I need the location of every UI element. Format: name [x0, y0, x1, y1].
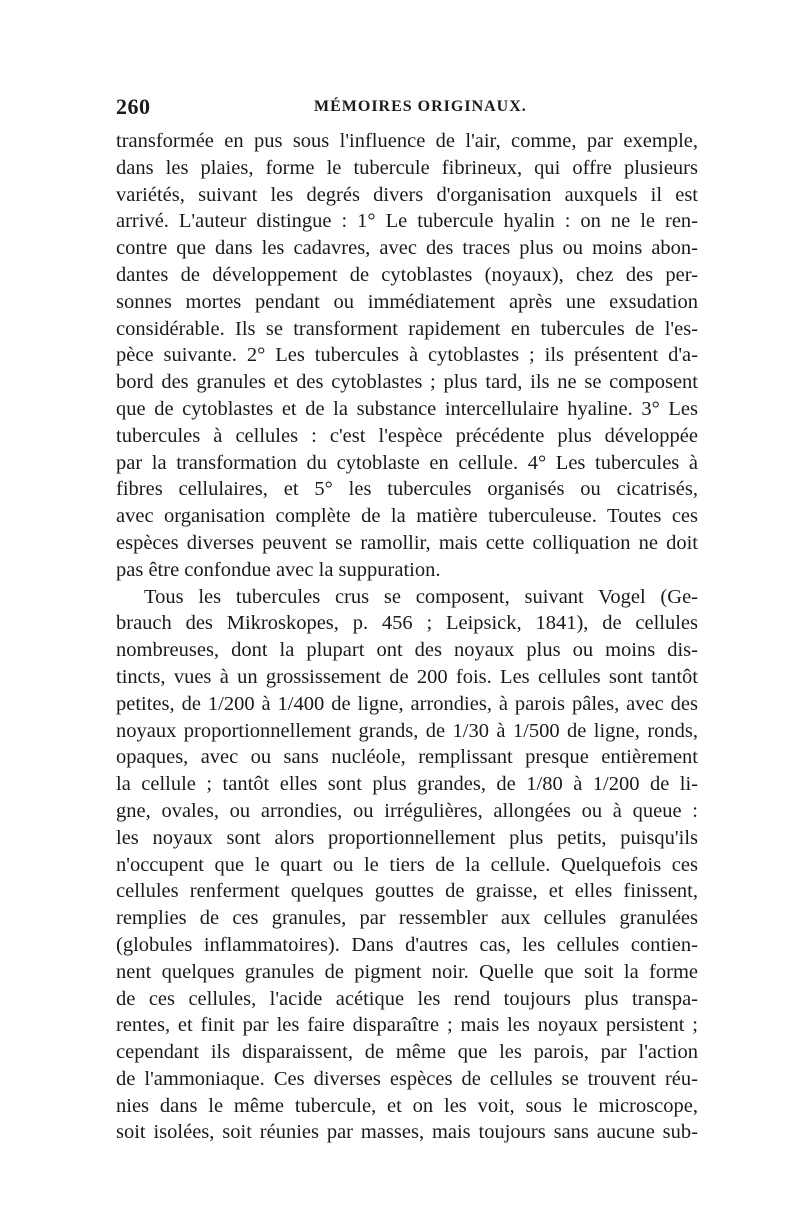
text-line: (globules inflammatoires). Dans d'autres cas, les cellules contien- [116, 933, 698, 956]
text-line: cependant ils disparaissent, de même que les parois, par l'action [116, 1041, 698, 1064]
text-line: considérable. Ils se transforment rapidement en tubercules de l'es- [116, 317, 698, 340]
text-line: dans les plaies, forme le tubercule fibrineux, qui offre plusieurs [116, 156, 698, 179]
paragraph-end-line: pas être confondue avec la suppuration. [116, 558, 441, 581]
text-line: par la transformation du cytoblaste en cellule. 4° Les tubercules à [116, 451, 698, 474]
text-line: brauch des Mikroskopes, p. 456 ; Leipsick, 1841), de cellules [116, 612, 698, 635]
text-line: n'occupent que le quart ou le tiers de la cellule. Quelquefois ces [116, 853, 698, 876]
page-number: 260 [116, 94, 151, 119]
text-line: tincts, vues à un grossissement de 200 fois. Les cellules sont tantôt [116, 665, 698, 688]
text-line: espèces diverses peuvent se ramollir, mais cette colliquation ne doit [116, 531, 698, 554]
text-line: avec organisation complète de la matière tuberculeuse. Toutes ces [116, 505, 698, 528]
text-line: contre que dans les cadavres, avec des traces plus ou moins abon- [116, 237, 698, 260]
text-line: pèce suivante. 2° Les tubercules à cytoblastes ; ils présentent d'a- [116, 344, 698, 367]
text-line: tubercules à cellules : c'est l'espèce précédente plus développée [116, 424, 698, 447]
text-line: transformée en pus sous l'influence de l'air, comme, par exemple, [116, 130, 698, 152]
paragraph-start-line: Tous les tubercules crus se composent, suivant Vogel (Ge- [144, 585, 698, 608]
text-line: petites, de 1/200 à 1/400 de ligne, arrondies, à parois pâles, avec des [116, 692, 698, 715]
text-line: remplies de ces granules, par ressembler aux cellules granulées [116, 907, 698, 930]
text-line: dantes de développement de cytoblastes (noyaux), chez des per- [116, 263, 698, 286]
text-line: gne, ovales, ou arrondies, ou irrégulières, allongées ou à queue : [116, 799, 698, 822]
text-line: cellules renferment quelques gouttes de graisse, et elles finissent, [116, 880, 698, 903]
page-header [116, 94, 698, 120]
text-line: que de cytoblastes et de la substance intercellulaire hyaline. 3° Les [116, 397, 698, 420]
text-line: nies dans le même tubercule, et on les voit, sous le microscope, [116, 1094, 698, 1117]
body-text [116, 128, 698, 1146]
text-line: rentes, et finit par les faire disparaître ; mais les noyaux persistent ; [116, 1014, 698, 1037]
text-line: opaques, avec ou sans nucléole, remplissant presque entièrement [116, 746, 698, 769]
text-line: fibres cellulaires, et 5° les tubercules organisés ou cicatrisés, [116, 478, 698, 501]
text-line: de ces cellules, l'acide acétique les rend toujours plus transpa- [116, 987, 698, 1010]
text-line: nombreuses, dont la plupart ont des noyaux plus ou moins dis- [116, 639, 698, 662]
text-line: sonnes mortes pendant ou immédiatement après une exsudation [116, 290, 698, 313]
text-line: de l'ammoniaque. Ces diverses espèces de cellules se trouvent réu- [116, 1067, 698, 1090]
text-line: bord des granules et des cytoblastes ; plus tard, ils ne se composent [116, 371, 698, 394]
text-line: la cellule ; tantôt elles sont plus grandes, de 1/80 à 1/200 de li- [116, 773, 698, 796]
text-line: variétés, suivant les degrés divers d'organisation auxquels il est [116, 183, 698, 206]
text-line: nent quelques granules de pigment noir. Quelle que soit la forme [116, 960, 698, 983]
text-line: arrivé. L'auteur distingue : 1° Le tubercule hyalin : on ne le ren- [116, 210, 698, 233]
text-line: noyaux proportionnellement grands, de 1/30 à 1/500 de ligne, ronds, [116, 719, 698, 742]
running-head: MÉMOIRES ORIGINAUX. [314, 98, 527, 115]
text-line: soit isolées, soit réunies par masses, mais toujours sans aucune sub- [116, 1121, 698, 1144]
text-line: les noyaux sont alors proportionnellement plus petits, puisqu'ils [116, 826, 698, 849]
